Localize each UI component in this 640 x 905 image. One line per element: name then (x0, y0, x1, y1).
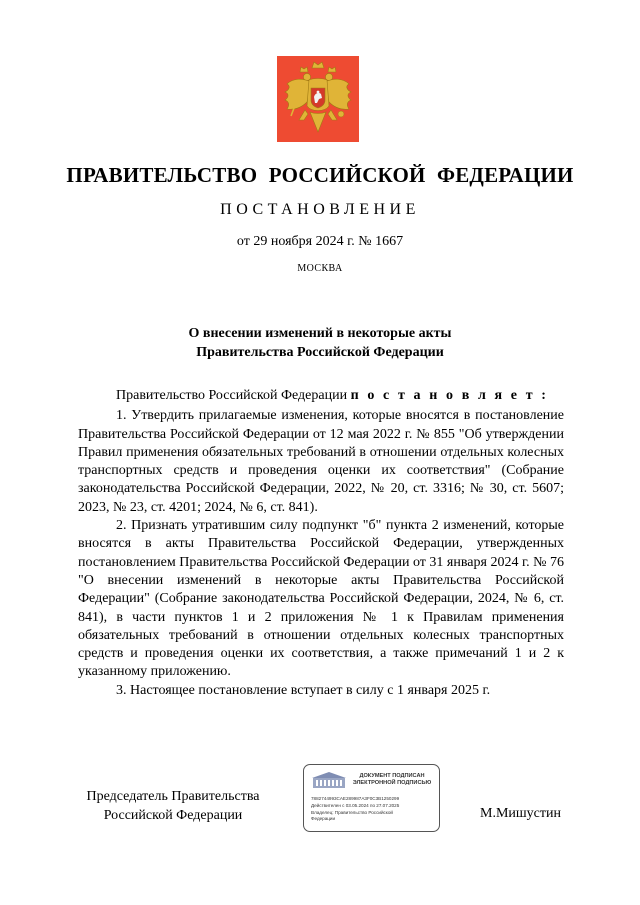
document-body (78, 387, 564, 700)
paragraph-3: 3. Настоящее постановление вступает в силу с 1 января 2025 г. (116, 682, 491, 698)
stamp-header (346, 773, 438, 787)
stamp-validity: Действителен с 03.05.2024 по 27.07.2025 (311, 803, 400, 808)
document-date-number: от 29 ноября 2024 г. № 1667 (236, 234, 404, 249)
government-title: ПРАВИТЕЛЬСТВО РОССИЙСКОЙ ФЕДЕРАЦИИ (66, 163, 574, 187)
stamp-owner-line-1: Владелец: Правительство Российской (311, 810, 393, 815)
stamp-certificate: 7882744993CAE289987A3F0C3B1250299 (311, 796, 400, 801)
document-type: ПОСТАНОВЛЕНИЕ (220, 201, 420, 218)
document-subject (60, 324, 580, 362)
stamp-owner-line-2: Федерации (311, 816, 336, 821)
intro-text: Правительство Российской Федерации (116, 388, 348, 403)
state-emblem-icon (277, 56, 359, 142)
position-line-2: Российской Федерации (103, 807, 243, 823)
document-city: МОСКВА (297, 263, 343, 274)
signatory-name: М.Мишустин (480, 806, 561, 821)
subject-line-2: Правительства Российской Федерации (196, 345, 444, 360)
decree-word: п о с т а н о в л я е т : (350, 388, 549, 403)
paragraph-2: 2. Признать утратившим силу подпункт "б" пункта 2 изменений, которые вносятся в акты Правительства Российской Федерации, утвержденных постановлением Правительства Российской Федерации от 31 января 2024 г. № 76 "О внесении изменений в некоторые акты Правительства Российской Федерации" (Собрание законодательства Российской Федерации, 2024, № 6, ст. 841), в части пунктов 1 и 2 приложения № 1 к Правилам применения обязательных требований в отношении отдельных колесных транспортных средств и проведения оценки их соответствия, а также примечаний 1 и 2 к указанному приложению. (78, 518, 564, 680)
subject-line-1: О внесении изменений в некоторые акты (188, 326, 452, 341)
intro-line (78, 387, 564, 405)
paragraph-1: 1. Утвердить прилагаемые изменения, которые вносятся в постановление Правительства Российской Федерации от 12 мая 2022 г. № 855 "Об утверждении Правил применения обязательных требований в отношении отдельных колесных транспортных средств и проведения оценки их соответствия" (Собрание законодательства Российской Федерации, 2022, № 20, ст. 3316; № 30, ст. 5607; 2023, № 23, ст. 4201; 2024, № 6, ст. 841). (78, 408, 564, 515)
building-icon (311, 771, 347, 789)
stamp-header-line-1: ДОКУМЕНТ ПОДПИСАН (359, 773, 425, 779)
stamp-header-line-2: ЭЛЕКТРОННОЙ ПОДПИСЬЮ (352, 780, 432, 786)
position-line-1: Председатель Правительства (86, 789, 260, 804)
signatory-position (78, 788, 268, 825)
electronic-signature-stamp (303, 764, 440, 832)
